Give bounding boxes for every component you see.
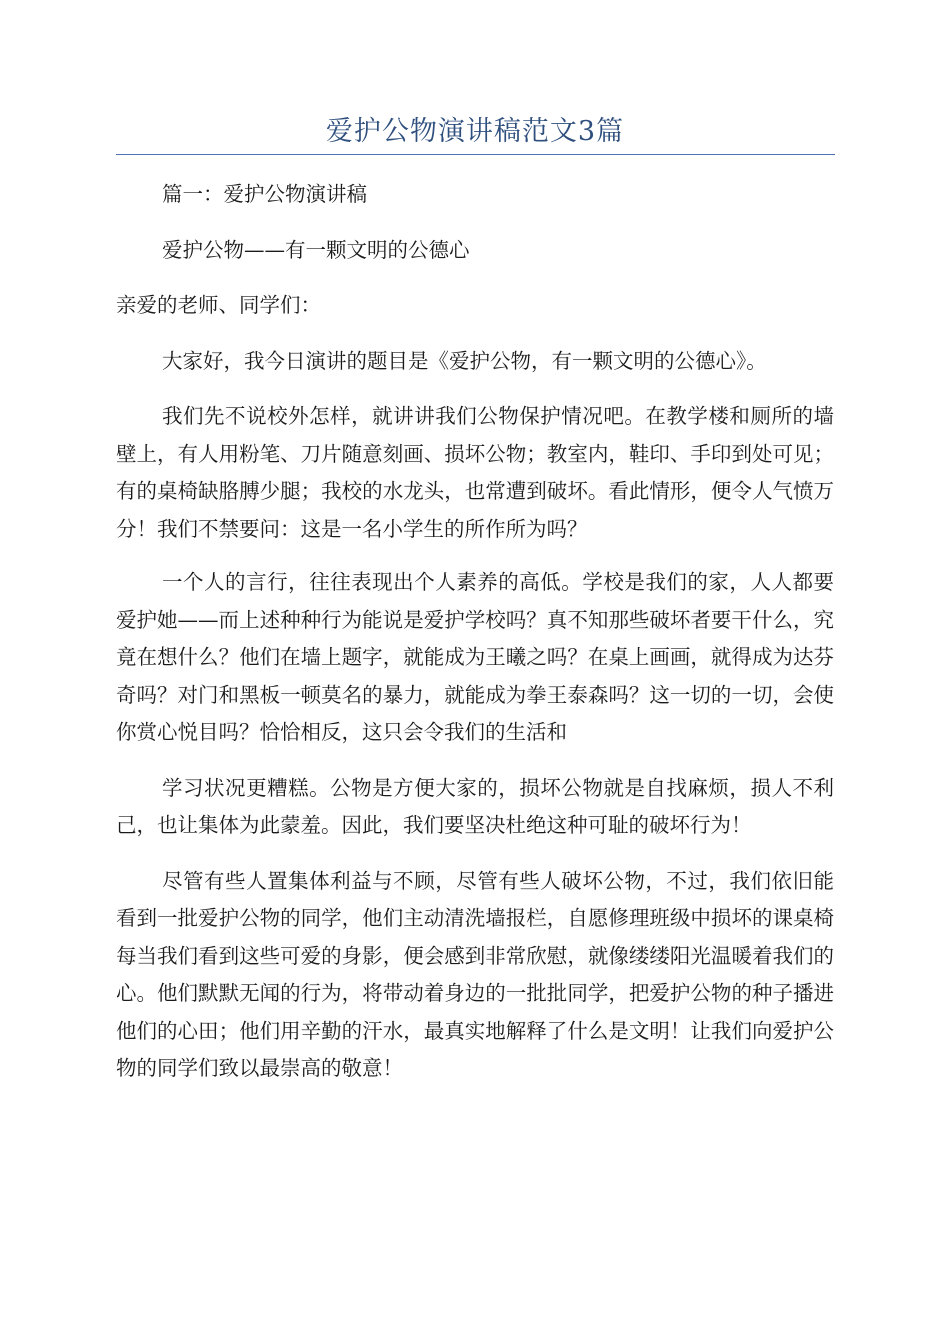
paragraph-behavior: 一个人的言行，往往表现出个人素养的高低。学校是我们的家，人人都要爱护她——而上述种种行为能说是爱护学校吗？真不知那些破坏者要干什么，究竟在想什么？他们在墙上题字，就能成为王曦之吗？在桌上画画，就得成为达芬奇吗？对门和黑板一顿莫名的暴力，就能成为拳王泰森吗？这一切的一切，会使你赏心悦目吗？恰恰相反，这只会令我们的生活和 — [116, 570, 834, 744]
document-title: 爱护公物演讲稿范文3篇 — [325, 116, 625, 147]
paragraph-greeting: 大家好，我今日演讲的题目是《爱护公物，有一颗文明的公德心》。 — [162, 348, 767, 373]
document-body — [116, 176, 834, 1088]
salutation: 亲爱的老师、同学们： — [116, 293, 321, 317]
speech-title: 爱护公物——有一颗文明的公德心 — [162, 237, 470, 262]
paragraph-consequence: 学习状况更糟糕。公物是方便大家的，损坏公物就是自找麻烦，损人不利己，也让集体为此蒙羞。因此，我们要坚决杜绝这种可耻的破坏行为！ — [116, 775, 834, 837]
title-underline — [116, 154, 835, 155]
paragraph-praise: 尽管有些人置集体利益与不顾，尽管有些人破坏公物，不过，我们依旧能看到一批爱护公物的同学，他们主动清洗墙报栏，自愿修理班级中损坏的课桌椅每当我们看到这些可爱的身影，便会感到非常欣慰，就像缕缕阳光温暖着我们的心。他们默默无闻的行为，将带动着身边的一批批同学，把爱护公物的种子播进他们的心田；他们用辛勤的汗水，最真实地解释了什么是文明！让我们向爱护公物的同学们致以最崇高的敬意！ — [116, 868, 834, 1080]
paragraph-damage: 我们先不说校外怎样，就讲讲我们公物保护情况吧。在教学楼和厕所的墙壁上，有人用粉笔、刀片随意刻画、损坏公物；教室内，鞋印、手印到处可见；有的桌椅缺胳膊少腿；我校的水龙头，也常遭到破坏。看此情形，便令人气愤万分！我们不禁要问：这是一名小学生的所作所为吗？ — [116, 404, 834, 541]
section-heading: 篇一：爱护公物演讲稿 — [162, 182, 367, 206]
